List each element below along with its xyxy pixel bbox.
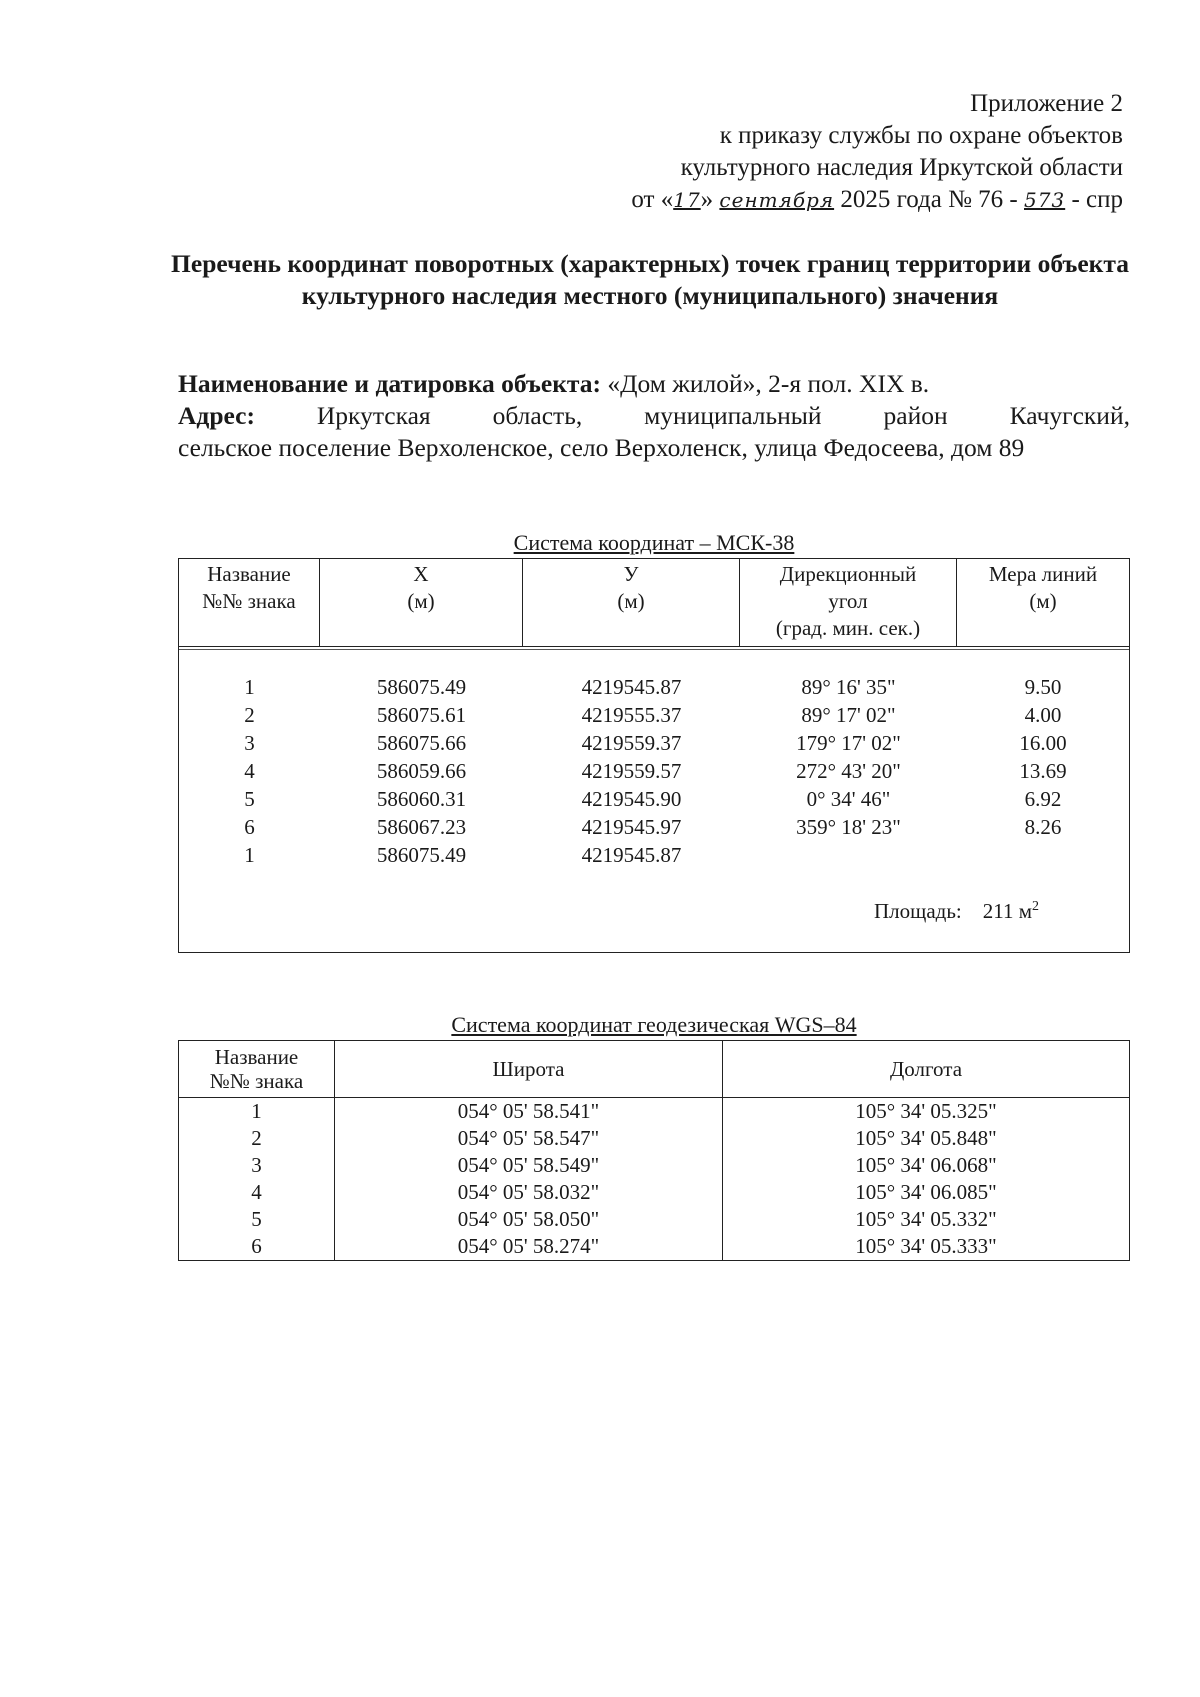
cell-angle: 0° 34' 46" <box>806 787 891 811</box>
header-text: (м) <box>1029 589 1057 613</box>
handwritten-month: сентября <box>719 188 835 212</box>
cell-angle: 89° 16' 35" <box>801 675 896 699</box>
cell-y: 4219545.90 <box>581 787 682 811</box>
object-name-label: Наименование и датировка объекта: <box>178 369 601 398</box>
cell-n: 4 <box>244 759 255 783</box>
appendix-header <box>631 88 1123 216</box>
cell-angle: 179° 17' 02" <box>796 731 901 755</box>
cell-n: 1 <box>179 1098 335 1126</box>
wgs-table-body <box>179 1098 1130 1261</box>
cell-lat: 054° 05' 58.050" <box>335 1206 723 1233</box>
header-text: (м) <box>617 589 645 613</box>
order-year: 2025 года № 76 - <box>840 186 1018 213</box>
cell-x: 586067.23 <box>376 815 467 839</box>
header-text: Мера линий <box>988 562 1098 586</box>
handwritten-day: 17 <box>673 188 701 212</box>
header-text: (град. мин. сек.) <box>775 616 921 640</box>
cell-y: 4219559.37 <box>581 731 682 755</box>
order-suffix: - спр <box>1071 186 1123 213</box>
cell-lat: 054° 05' 58.274" <box>335 1233 723 1261</box>
cell-lon: 105° 34' 06.068" <box>723 1152 1130 1179</box>
table-row <box>179 1125 1130 1152</box>
table-row <box>179 1098 1130 1126</box>
cell-lon: 105° 34' 05.325" <box>723 1098 1130 1126</box>
area-label: Площадь: <box>874 899 962 923</box>
header-point-name <box>179 559 320 646</box>
cell-lon: 105° 34' 06.085" <box>723 1179 1130 1206</box>
cell-y: 4219545.97 <box>581 815 682 839</box>
header-latitude: Широта <box>335 1041 723 1098</box>
area-line <box>874 899 1039 924</box>
appendix-line-2: к приказу службы по охране объектов <box>719 122 1123 149</box>
handwritten-order-number: 573 <box>1024 188 1066 212</box>
address-word: Иркутская <box>316 401 431 430</box>
cell-x: 586059.66 <box>376 759 467 783</box>
msk-table-caption: Система координат – МСК-38 <box>513 530 795 555</box>
header-direction-angle <box>740 559 957 646</box>
header-text: Название <box>207 562 291 586</box>
cell-lat: 054° 05' 58.032" <box>335 1179 723 1206</box>
wgs-coordinates-table <box>178 1040 1130 1261</box>
cell-n: 6 <box>179 1233 335 1261</box>
cell-n: 2 <box>244 703 255 727</box>
cell-x: 586075.66 <box>376 731 467 755</box>
msk-coordinates-table <box>178 558 1130 953</box>
header-divider-double <box>179 649 1129 650</box>
area-value: 211 м <box>982 899 1032 923</box>
cell-y: 4219545.87 <box>581 675 682 699</box>
msk-caption-wrap <box>178 530 1130 556</box>
wgs-caption-wrap <box>178 1012 1130 1038</box>
header-text: №№ знака <box>202 589 296 613</box>
cell-n: 5 <box>244 787 255 811</box>
cell-lon: 105° 34' 05.848" <box>723 1125 1130 1152</box>
date-prefix: от « <box>631 186 674 213</box>
cell-angle: 89° 17' 02" <box>801 703 896 727</box>
address-word: муниципальный <box>644 401 822 430</box>
header-text: №№ знака <box>209 1069 304 1093</box>
cell-len: 6.92 <box>1024 787 1062 811</box>
header-text: (м) <box>407 589 435 613</box>
address-line-1 <box>178 400 1130 432</box>
header-text: X <box>413 562 429 586</box>
cell-lat: 054° 05' 58.541" <box>335 1098 723 1126</box>
cell-n: 4 <box>179 1179 335 1206</box>
cell-n: 2 <box>179 1125 335 1152</box>
cell-n: 5 <box>179 1206 335 1233</box>
header-text: Дирекционный <box>779 562 917 586</box>
cell-n: 3 <box>244 731 255 755</box>
object-name-line <box>178 368 1130 400</box>
cell-x: 586075.49 <box>376 675 467 699</box>
document-title: Перечень координат поворотных (характерных) точек границ территории объекта культурного наследия местного (муниципального) значения <box>171 249 1129 310</box>
header-text: Название <box>214 1045 299 1069</box>
header-text: У <box>623 562 639 586</box>
table-row <box>179 1206 1130 1233</box>
header-point-name <box>179 1041 335 1098</box>
cell-lon: 105° 34' 05.333" <box>723 1233 1130 1261</box>
cell-lat: 054° 05' 58.547" <box>335 1125 723 1152</box>
cell-x: 586060.31 <box>376 787 467 811</box>
header-longitude: Долгота <box>723 1041 1130 1098</box>
appendix-line-3: культурного наследия Иркутской области <box>680 154 1123 181</box>
cell-x: 586075.49 <box>376 843 467 867</box>
address-word: район <box>883 401 948 430</box>
cell-n: 3 <box>179 1152 335 1179</box>
cell-angle: 359° 18' 23" <box>796 815 901 839</box>
cell-n: 6 <box>244 815 255 839</box>
date-quote-close: » <box>700 186 714 213</box>
cell-len: 13.69 <box>1019 759 1067 783</box>
area-unit-superscript: 2 <box>1032 899 1039 914</box>
cell-len: 8.26 <box>1024 815 1062 839</box>
table-row <box>179 1152 1130 1179</box>
cell-y: 4219555.37 <box>581 703 682 727</box>
cell-y: 4219559.57 <box>581 759 682 783</box>
cell-len: 9.50 <box>1024 675 1062 699</box>
wgs-table-caption: Система координат геодезическая WGS–84 <box>451 1012 857 1037</box>
header-divider <box>179 646 1129 647</box>
header-text: угол <box>828 589 868 613</box>
object-name-value: «Дом жилой», 2-я пол. XIX в. <box>607 369 930 398</box>
table-row <box>179 1233 1130 1261</box>
appendix-date-line <box>631 184 1123 216</box>
cell-n: 1 <box>244 843 255 867</box>
cell-len: 4.00 <box>1024 703 1062 727</box>
address-word: область, <box>492 401 583 430</box>
header-x <box>320 559 523 646</box>
cell-x: 586075.61 <box>376 703 467 727</box>
object-info <box>178 368 1130 464</box>
cell-lon: 105° 34' 05.332" <box>723 1206 1130 1233</box>
cell-len: 16.00 <box>1019 731 1067 755</box>
address-line-2: сельское поселение Верхоленское, село Верхоленск, улица Федосеева, дом 89 <box>178 433 1025 462</box>
cell-angle: 272° 43' 20" <box>796 759 901 783</box>
cell-lat: 054° 05' 58.549" <box>335 1152 723 1179</box>
address-label: Адрес: <box>178 401 255 430</box>
cell-n: 1 <box>244 675 255 699</box>
address-word: Качугский, <box>1009 401 1130 430</box>
table-header-row <box>179 1041 1130 1098</box>
header-y <box>523 559 740 646</box>
cell-y: 4219545.87 <box>581 843 682 867</box>
header-line-length <box>957 559 1129 646</box>
appendix-line-1: Приложение 2 <box>970 90 1123 117</box>
table-row <box>179 1179 1130 1206</box>
